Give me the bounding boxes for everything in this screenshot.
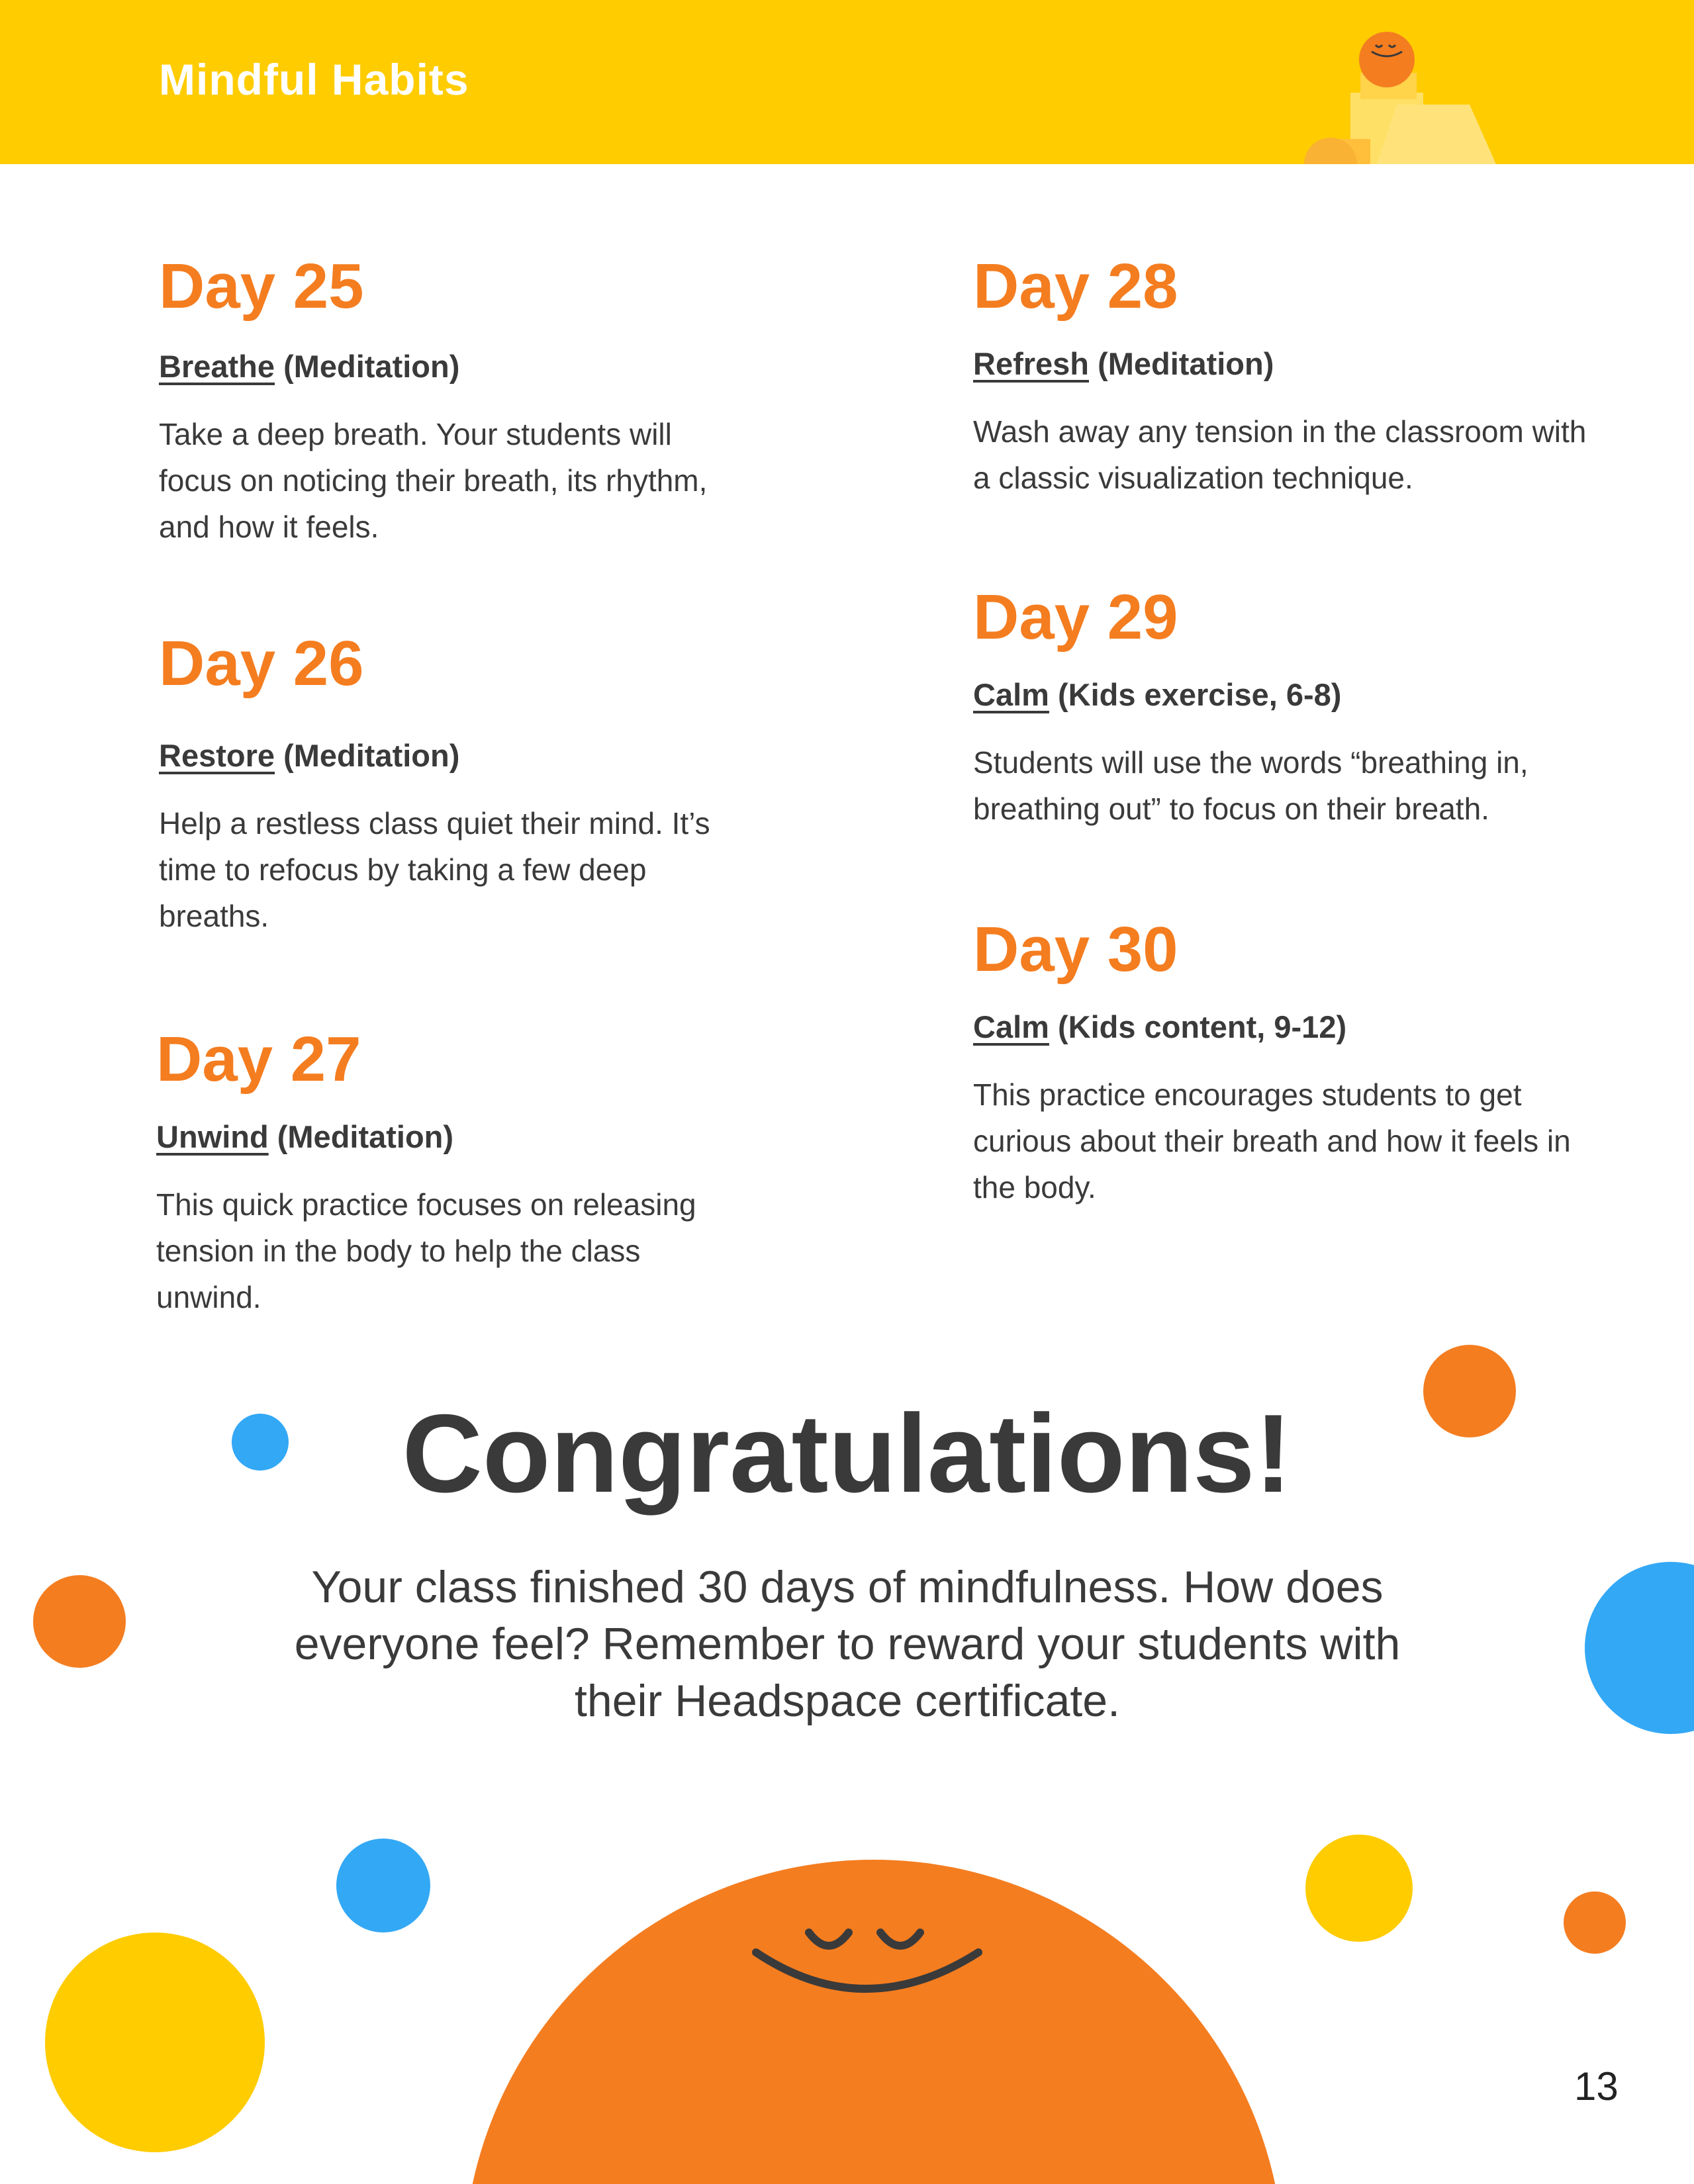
meditating-character-icon	[1297, 26, 1496, 164]
day-25-section	[159, 251, 755, 550]
day-heading: Day 29	[973, 582, 1178, 653]
day-29-section	[973, 582, 1569, 832]
activity-line	[156, 1118, 752, 1155]
day-description: Take a deep breath. Your students will focus on noticing their breath, its rhythm, and how it feels.	[159, 416, 708, 544]
unwind-link[interactable]: Unwind	[156, 1118, 269, 1154]
day-heading: Day 27	[156, 1024, 361, 1095]
breathe-link[interactable]: Breathe	[159, 348, 275, 384]
orange-dot-decoration	[33, 1575, 126, 1668]
activity-type: (Meditation)	[1098, 345, 1274, 381]
calm-link[interactable]: Calm	[973, 676, 1049, 712]
day-heading: Day 26	[159, 628, 364, 699]
yellow-dot-decoration	[1305, 1835, 1413, 1942]
activity-type: (Meditation)	[283, 348, 460, 384]
day-description: This quick practice focuses on releasing tension in the body to help the class unwind.	[156, 1187, 696, 1314]
day-description: This practice encourages students to get curious about their breath and how it feels in the body.	[973, 1077, 1571, 1205]
activity-type: (Kids content, 9-12)	[1058, 1009, 1347, 1044]
yellow-dot-decoration	[45, 1933, 265, 2152]
activity-type: (Meditation)	[277, 1118, 454, 1154]
congratulations-message: Your class finished 30 days of mindfulness. How does everyone feel? Remember to reward your students with their Headspace certificate.	[294, 1562, 1401, 1726]
day-27-section	[156, 1024, 752, 1320]
header-title: Mindful Habits	[159, 55, 469, 104]
activity-line	[973, 1009, 1569, 1045]
day-description: Students will use the words “breathing in, breathing out” to focus on their breath.	[973, 745, 1529, 826]
page-number: 13	[1574, 2064, 1619, 2109]
day-26-section	[159, 629, 755, 939]
day-heading: Day 25	[159, 251, 364, 322]
activity-type: (Meditation)	[283, 737, 460, 773]
congratulations-title: Congratulations!	[402, 1391, 1292, 1516]
orange-dot-decoration	[1564, 1891, 1626, 1954]
restore-link[interactable]: Restore	[159, 737, 275, 773]
calm-kids-link[interactable]: Calm	[973, 1009, 1049, 1044]
blue-dot-decoration	[336, 1839, 430, 1933]
day-30-section	[973, 915, 1569, 1210]
header-bar	[0, 0, 1694, 164]
day-28-section	[973, 251, 1587, 501]
day-description: Help a restless class quiet their mind. It’s time to refocus by taking a few deep breaths.	[159, 805, 710, 933]
activity-line	[973, 345, 1569, 382]
refresh-link[interactable]: Refresh	[973, 345, 1090, 381]
blue-dot-decoration	[1585, 1562, 1694, 1734]
activity-line	[159, 737, 755, 774]
day-description: Wash away any tension in the classroom with a classic visualization technique.	[973, 414, 1587, 495]
activity-line	[973, 676, 1569, 713]
day-heading: Day 28	[973, 251, 1178, 322]
day-heading: Day 30	[973, 914, 1178, 985]
activity-line	[159, 348, 755, 385]
activity-type: (Kids exercise, 6-8)	[1058, 676, 1342, 712]
